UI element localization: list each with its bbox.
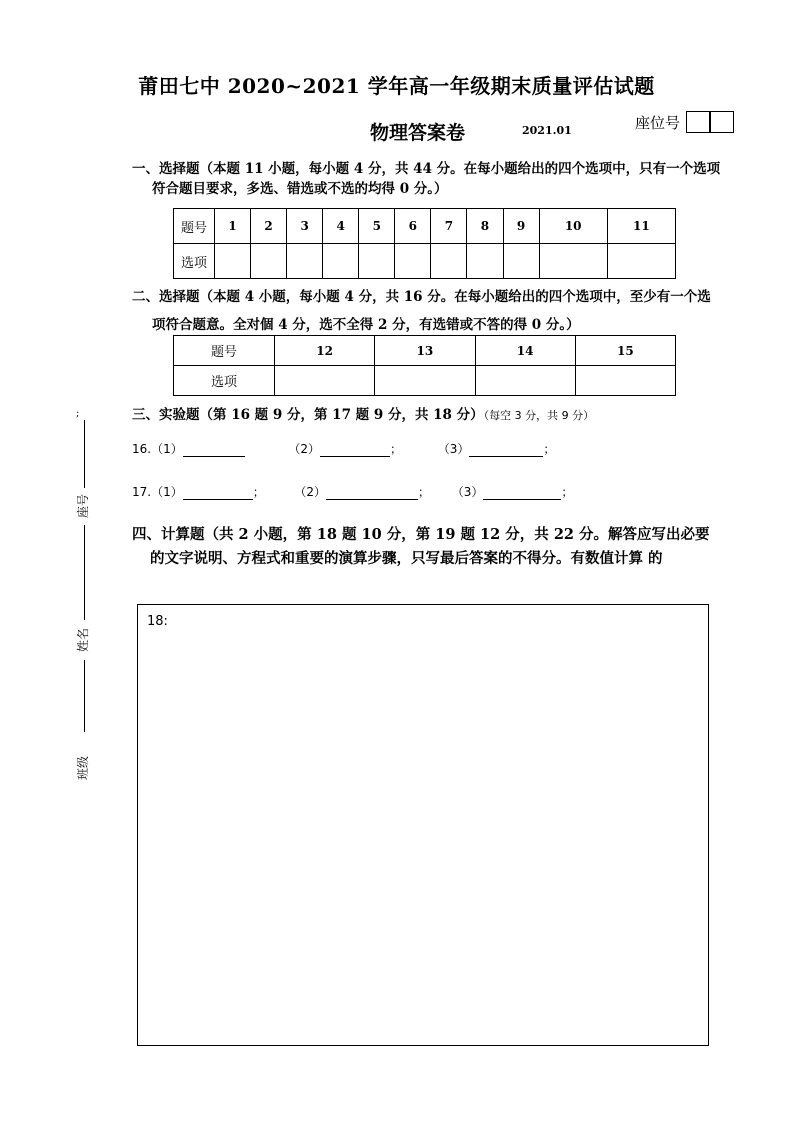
q16-part2-label: （2） [288,442,321,456]
question-number-cell: 14 [475,336,575,366]
question16-row [132,440,555,457]
q16-label: 16.（1） [132,442,183,456]
answer-cell[interactable] [395,244,431,279]
answer-cell[interactable] [431,244,467,279]
q17-part2-label: （2） [294,485,327,499]
question-number-cell: 2 [251,209,287,244]
answer-cell[interactable] [539,244,607,279]
section1-instructions-line1: 一、选择题（本题 11 小题，每小题 4 分，共 44 分。在每小题给出的四个选项中，只有一个选项 [132,161,721,177]
question-number-header: 题号 [174,336,275,366]
page-subtitle: 物理答案卷 [370,122,466,144]
answer-box-18[interactable] [137,604,709,1046]
exam-date: 2021.01 [522,124,572,137]
q16-sep-1: ； [390,442,403,456]
q17-sep-2: ； [418,485,431,499]
answer-box-label: 18: [147,614,168,629]
seat-number-box-2[interactable] [710,111,734,133]
section3-header [132,404,594,426]
margin-name-label: 姓名 [76,627,90,652]
section2-instructions-line2: 项符合题意。全对個 4 分，选不全得 2 分，有选错或不答的得 0 分。） [152,317,580,333]
section3-heading: 三、实验题（第 16 题 9 分，第 17 题 9 分，共 18 分） [132,407,484,423]
margin-class-line [84,660,85,732]
question-number-cell: 15 [575,336,675,366]
table-row [174,209,676,244]
question-number-header: 题号 [174,209,215,244]
q17-part3-label: （3） [451,485,484,499]
seat-number-box-1[interactable] [686,111,710,133]
section4-instructions-line1: 四、计算题（共 2 小题，第 18 题 10 分，第 19 题 12 分，共 22 分。解答应写出必要 [132,526,710,543]
question-number-cell: 10 [539,209,607,244]
question-number-cell: 3 [287,209,323,244]
margin-name-line [84,525,85,620]
question-number-cell: 1 [215,209,251,244]
answer-cell[interactable] [575,366,675,396]
answer-cell[interactable] [503,244,539,279]
q16-blank-1[interactable] [183,444,245,457]
margin-mark: ; [76,408,80,419]
answer-cell[interactable] [215,244,251,279]
section2-answer-table [173,335,676,396]
page-title: 莆田七中 2020~2021 学年高一年级期末质量评估试题 [138,74,655,98]
answer-cell[interactable] [287,244,323,279]
q17-blank-1[interactable] [183,487,253,500]
answer-cell[interactable] [375,366,475,396]
section1-answer-table [173,208,676,279]
question-number-cell: 13 [375,336,475,366]
question17-row [132,483,573,500]
answer-cell[interactable] [359,244,395,279]
q17-sep-3: ； [561,485,574,499]
margin-seat-label: 座号 [76,493,90,518]
answer-cell[interactable] [323,244,359,279]
section1-instructions-line2: 符合题目要求，多选、错选或不选的均得 0 分。） [152,181,448,197]
question-number-cell: 9 [503,209,539,244]
question-number-cell: 7 [431,209,467,244]
q17-sep-1: ； [252,485,265,499]
answer-row-header: 选项 [174,244,215,279]
q16-sep-2: ； [543,442,556,456]
section2-instructions-line1: 二、选择题（本题 4 小题，每小题 4 分，共 16 分。在每小题给出的四个选项中，至少有一个选 [132,289,711,305]
q16-part3-label: （3） [437,442,470,456]
answer-cell[interactable] [251,244,287,279]
q17-label: 17.（1） [132,485,183,499]
answer-cell[interactable] [467,244,503,279]
question-number-cell: 11 [607,209,675,244]
q17-blank-3[interactable] [483,487,561,500]
question-number-cell: 8 [467,209,503,244]
seat-number-label: 座位号 [635,114,681,132]
question-number-cell: 6 [395,209,431,244]
section3-note: （每空 3 分，共 9 分） [483,409,595,422]
table-row [174,336,676,366]
margin-seat-line [84,420,85,488]
q16-blank-2[interactable] [320,444,390,457]
answer-cell[interactable] [475,366,575,396]
section4-instructions-line2: 的文字说明、方程式和重要的演算步骤，只写最后答案的不得分。有数值计算 的 [150,550,663,567]
answer-row-header: 选项 [174,366,275,396]
question-number-cell: 4 [323,209,359,244]
table-row [174,244,676,279]
margin-class-label: 班级 [76,755,90,780]
q17-blank-2[interactable] [326,487,418,500]
q16-blank-3[interactable] [469,444,543,457]
answer-cell[interactable] [607,244,675,279]
table-row [174,366,676,396]
question-number-cell: 12 [275,336,375,366]
question-number-cell: 5 [359,209,395,244]
answer-cell[interactable] [275,366,375,396]
